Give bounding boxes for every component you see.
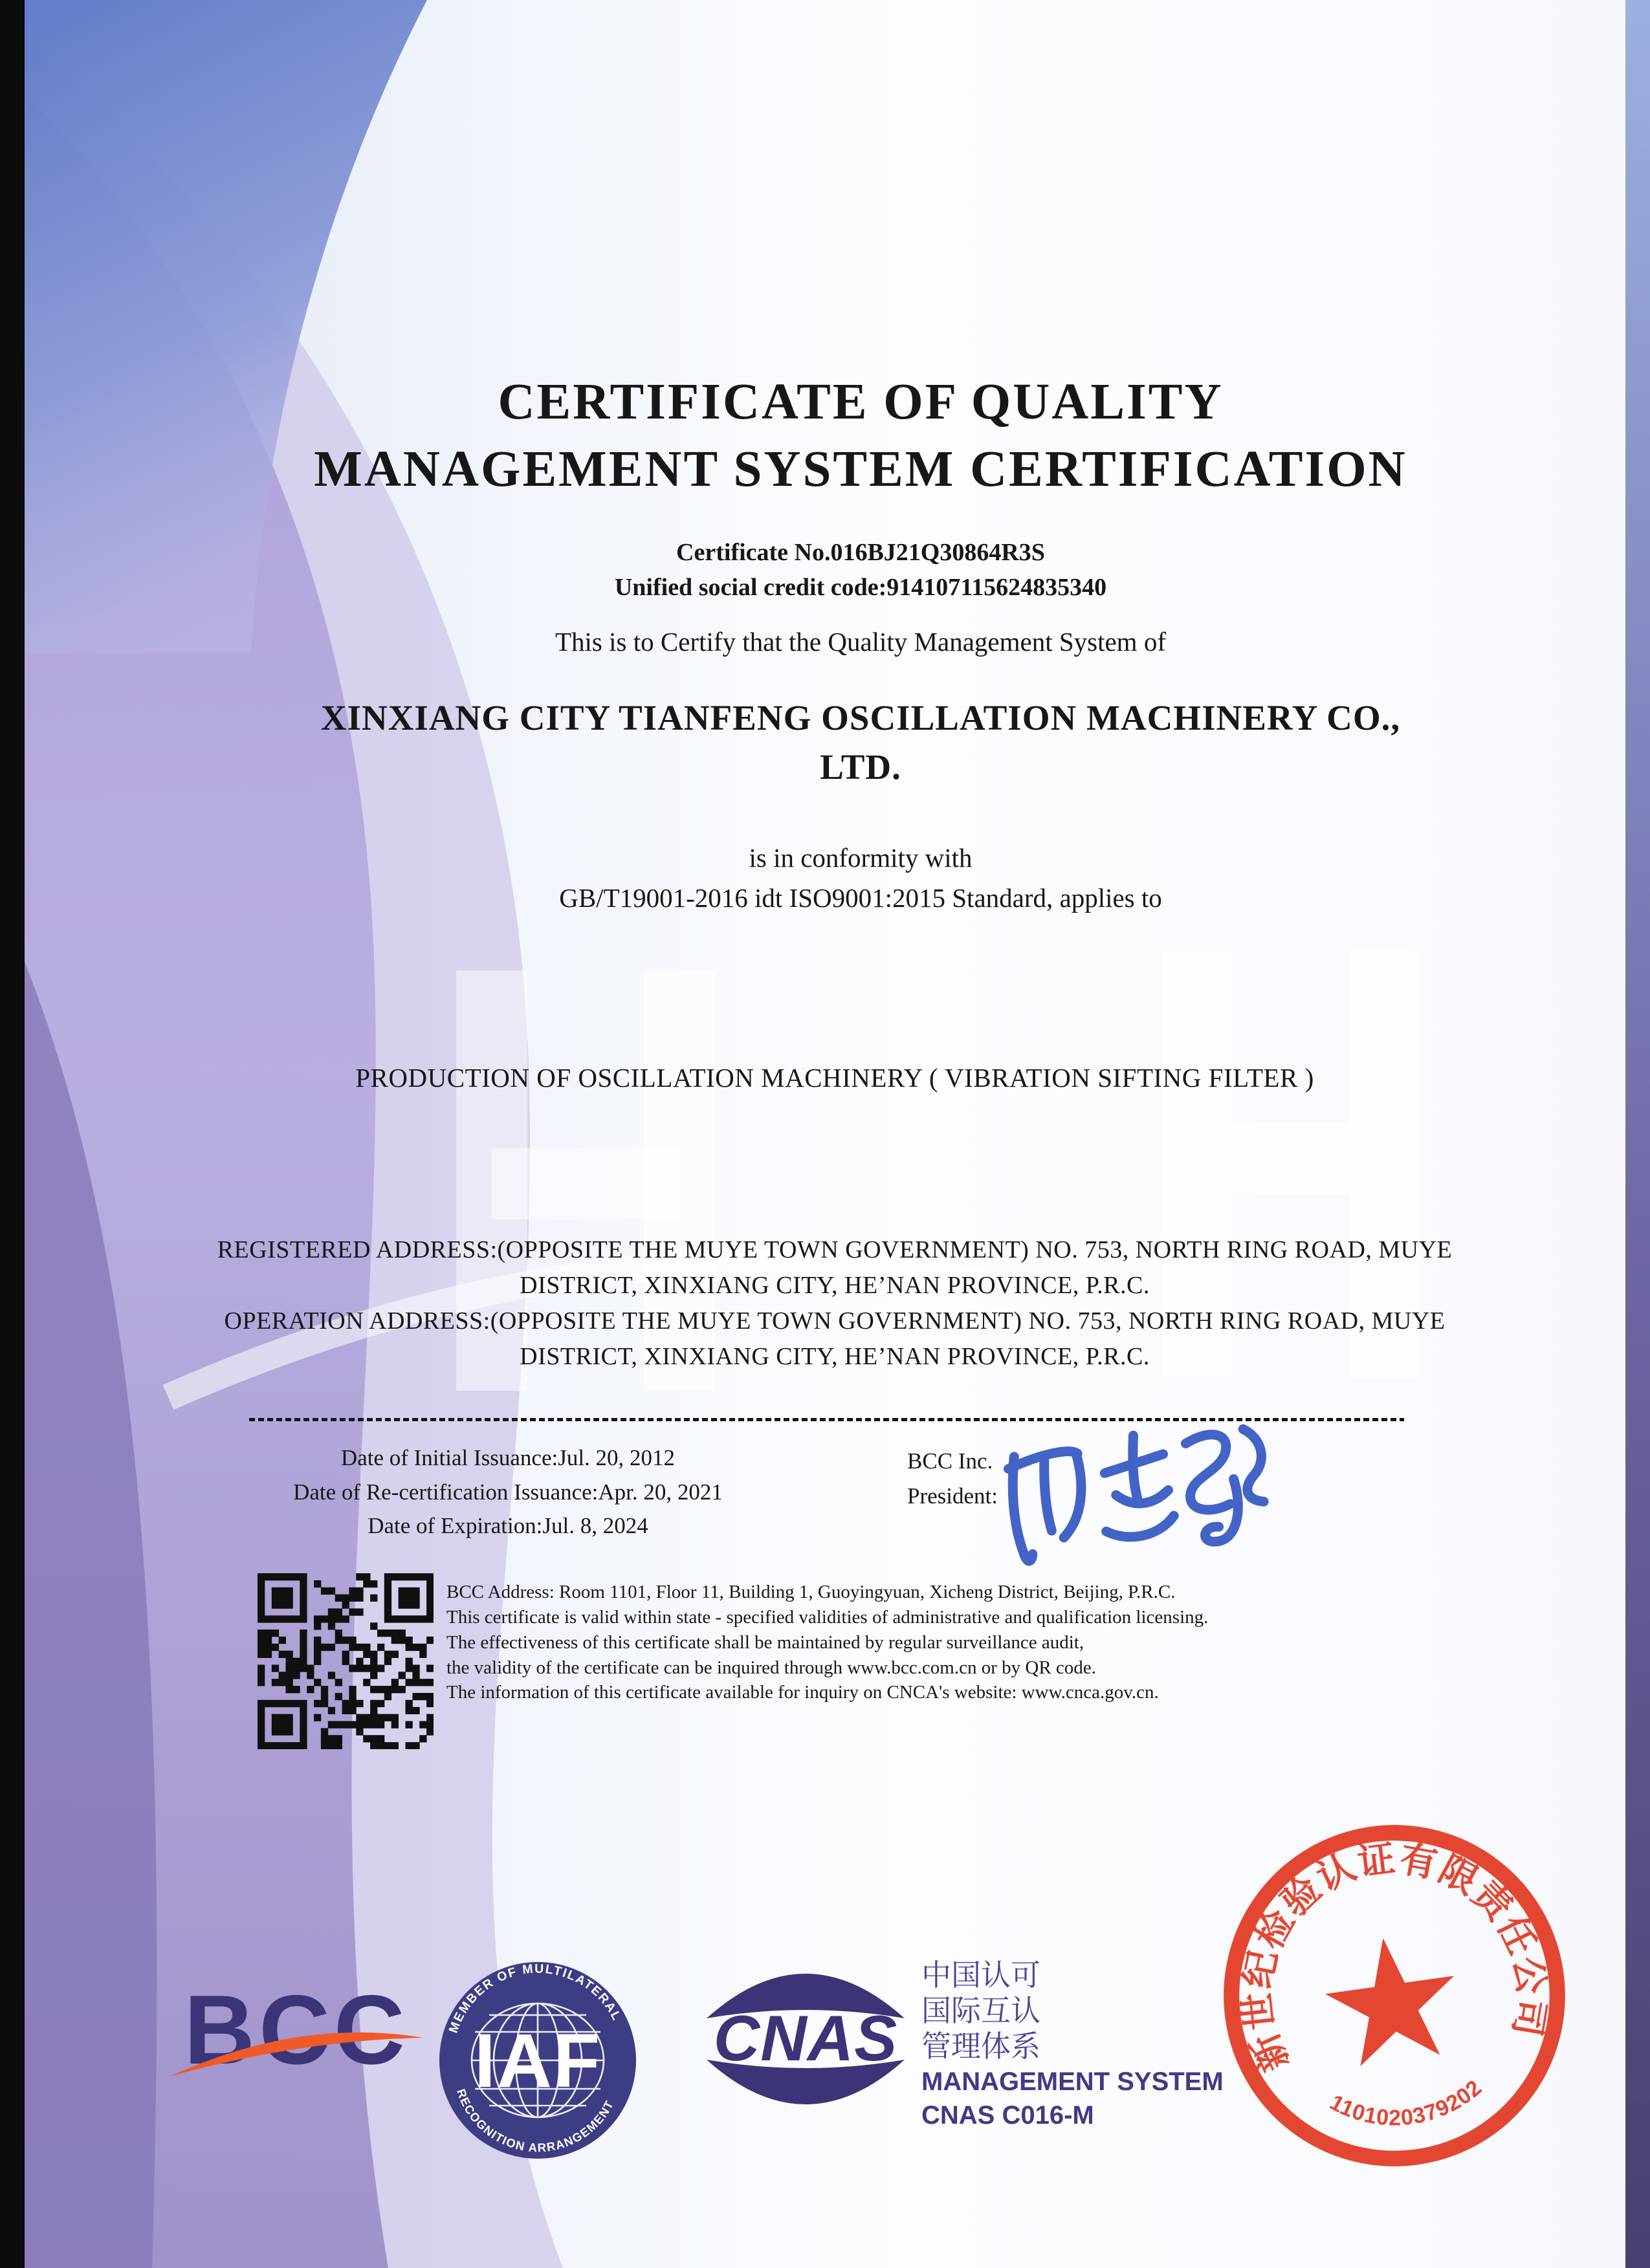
accreditation-cn-line1: 中国认可 [921, 1958, 1040, 1992]
cnas-logo-text: CNAS [713, 2002, 898, 2074]
iaf-bottom-text: RECOGNITION ARRANGEMENT [454, 2087, 617, 2155]
address-block [188, 1232, 1482, 1375]
management-system-line: MANAGEMENT SYSTEM [921, 2067, 1224, 2096]
note-line-1: BCC Address: Room 1101, Floor 11, Building 1, Guoyingyuan, Xicheng District, Beijing, P.R.C. [446, 1582, 1176, 1602]
date-recertification: Date of Re-certification Issuance:Apr. 20, 2021 [293, 1479, 723, 1505]
company-name-line1: XINXIANG CITY TIANFENG OSCILLATION MACHINERY CO., [320, 698, 1401, 737]
note-line-3: The effectiveness of this certificate shall be maintained by regular surveillance audit, [446, 1631, 1084, 1653]
date-initial-issuance: Date of Initial Issuance:Jul. 20, 2012 [340, 1445, 676, 1470]
iaf-top-text: MEMBER OF MULTILATERAL [446, 1961, 624, 2035]
seal-ring-text: 新世纪检验认证有限责任公司 [1237, 1838, 1552, 2077]
iaf-logo [431, 1954, 644, 2167]
accreditation-cn-line2: 国际互认 [921, 1994, 1040, 2028]
company-seal [1209, 1810, 1580, 2181]
note-line-4: the validity of the certificate can be inquired through www.bcc.com.cn or by QR code. [446, 1657, 1096, 1678]
president-signature [984, 1409, 1307, 1584]
note-line-5: The information of this certificate available for inquiry on CNCA's website: www.cnca.gov.cn. [446, 1682, 1159, 1703]
president-label: President: [907, 1483, 998, 1509]
bcc-logo-text: BCC [184, 1975, 409, 2085]
conformity-line: is in conformity with [749, 843, 973, 873]
operation-address: OPERATION ADDRESS:(OPPOSITE THE MUYE TOWN GOVERNMENT) NO. 753, NORTH RING ROAD, MUYE DISTRICT, XINXIANG CITY, HE’NAN PROVINCE, P.R.C. [224, 1307, 1446, 1371]
certify-line: This is to Certify that the Quality Management System of [555, 627, 1166, 657]
certificate-title-line2: MANAGEMENT SYSTEM CERTIFICATION [314, 441, 1407, 498]
company-name-line2: LTD. [820, 747, 901, 787]
cnas-logo [699, 1955, 912, 2124]
cnas-code-line: CNAS C016-M [921, 2100, 1094, 2130]
standard-line: GB/T19001-2016 idt ISO9001:2015 Standard, applies to [559, 883, 1162, 913]
fine-print [446, 1580, 1391, 1705]
accreditation-cn-line3: 管理体系 [921, 2029, 1040, 2064]
seal-number: 1101020379202 [1325, 2075, 1487, 2131]
certificate-number: Certificate No.016BJ21Q30864R3S [676, 539, 1045, 566]
issuer-name: BCC Inc. [907, 1448, 993, 1474]
note-line-2: This certificate is valid within state - specified validities of administrative and qualification licensing. [446, 1606, 1209, 1628]
bcc-logo [167, 1965, 426, 2088]
svg-text:1101020379202 [1323, 2069, 1490, 2141]
date-expiration: Date of Expiration:Jul. 8, 2024 [368, 1513, 648, 1538]
iaf-center-text: IAF [474, 2018, 602, 2104]
seal-star-icon [1319, 1929, 1465, 2069]
company-name [194, 693, 1527, 792]
certificate-title [194, 369, 1527, 504]
certificate-title-line1: CERTIFICATE OF QUALITY [498, 374, 1224, 430]
registered-address: REGISTERED ADDRESS:(OPPOSITE THE MUYE TOWN GOVERNMENT) NO. 753, NORTH RING ROAD, MUYE DISTRICT, XINXIANG CITY, HE’NAN PROVINCE, P.R.C. [217, 1236, 1453, 1300]
credit-code: Unified social credit code:914107115624835340 [614, 574, 1107, 601]
dates-block [230, 1441, 786, 1543]
scope-line: PRODUCTION OF OSCILLATION MACHINERY ( VIBRATION SIFTING FILTER ) [355, 1063, 1314, 1093]
qr-code [258, 1573, 434, 1749]
